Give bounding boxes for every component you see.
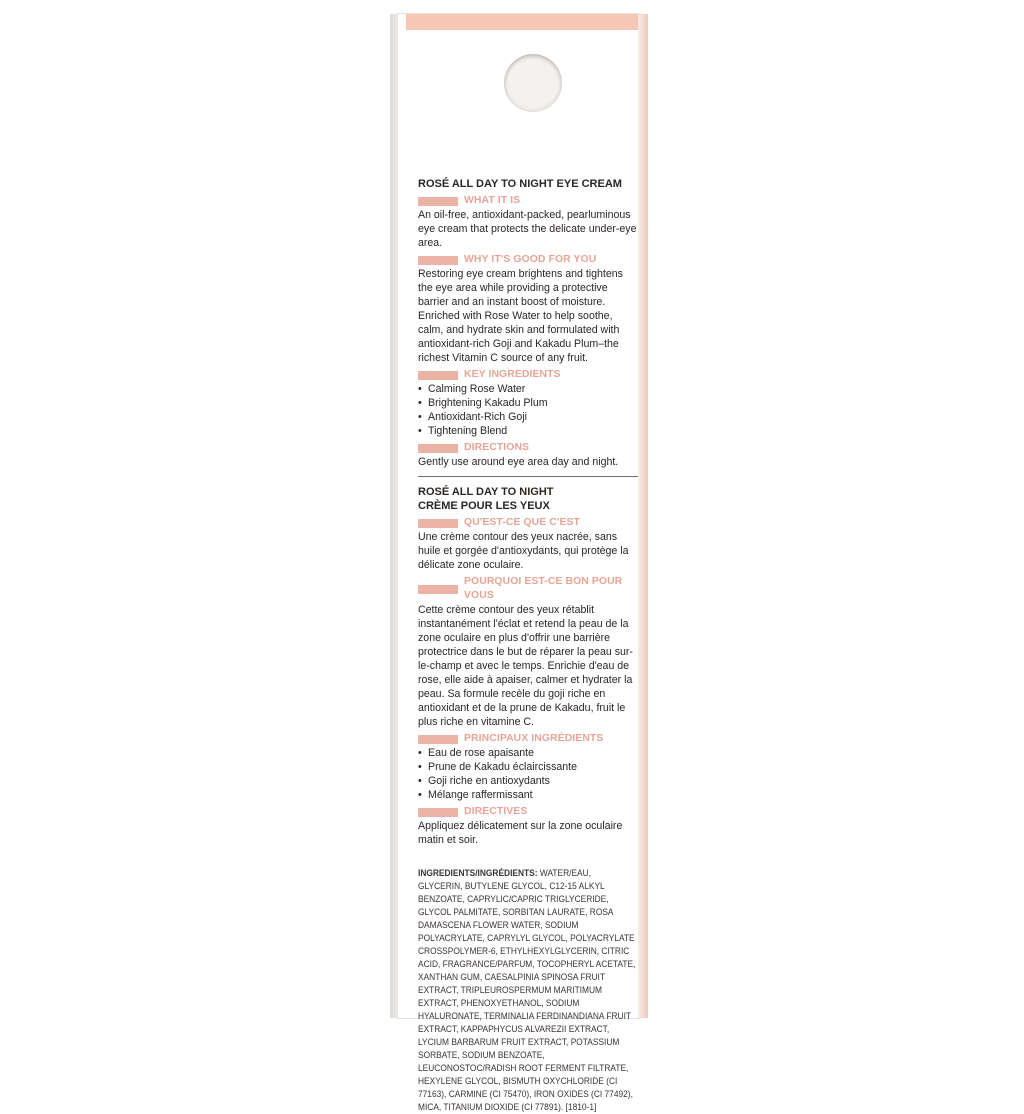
heading-text: DIRECTIONS [464,442,530,453]
section-text-what-it-is: An oil-free, antioxidant-packed, pearluminous eye cream that protects the delicate under-eye area. [418,209,637,249]
list-item: • Calming Rose Water [418,382,638,396]
heading-bar [418,256,458,265]
section-heading-principaux [418,732,638,746]
list-item: • Mélange raffermissant [418,788,638,802]
section-heading-directions [418,441,638,455]
section-text-pourquoi: Cette crème contour des yeux rétablit instantanément l'éclat et retend la peau de la zone oculaire en plus d'offrir une barrière protectrice dans le but de réparer la peau sur-le-champ et avec le temps. Enrichie d'eau de rose, elle aide à apaiser, calmer et hydrater la peau. Sa formule recèle du goji riche en antioxidant et de la prune de Kakadu, fruit le plus riche en vitamine C. [418,604,633,728]
ingredients-label: INGREDIENTS/INGRÉDIENTS: [418,868,538,878]
heading-bar [418,444,458,453]
heading-text: DIRECTIVES [464,806,528,817]
section-heading-pourquoi [418,575,638,603]
heading-bar [418,371,458,380]
box-back-panel [398,14,640,1112]
section-text-why-good: Restoring eye cream brightens and tightens the eye area while providing a protective barrier and an instant boost of moisture. Enriched with Rose Water to help soothe, calm, and hydrate skin and formulated with antioxidant-rich Goji and Kakadu Plum–the richest Vitamin C source of any fruit. [418,268,623,364]
heading-text: KEY INGREDIENTS [464,369,561,380]
section-heading-key-ingredients [418,368,638,382]
section-text-quest-ce: Une crème contour des yeux nacrée, sans huile et gorgée d'antioxydants, qui protège la délicate zone oculaire. [418,531,629,571]
heading-bar [418,519,458,528]
section-heading-quest-ce [418,516,638,530]
ingredients-list [418,867,637,1114]
directions-text-en: Gently use around eye area day and night. [418,456,619,468]
section-heading-directives [418,805,638,819]
list-item: • Antioxidant-Rich Goji [418,410,638,424]
label-content [418,177,638,1114]
heading-bar [418,735,458,744]
heading-text: QU'EST-CE QUE C'EST [464,517,580,528]
heading-text: WHY IT'S GOOD FOR YOU [464,254,597,265]
heading-text: PRINCIPAUX INGRÉDIENTS [464,733,604,744]
key-ingredients-list-en [418,382,638,438]
section-heading-why-good [418,253,638,267]
section-heading-what-it-is [418,194,638,208]
ingredients-text: WATER/EAU, GLYCERIN, BUTYLENE GLYCOL, C12-15 ALKYL BENZOATE, CAPRYLIC/CAPRIC TRIGLYCERIDE, GLYCOL PALMITATE, SORBITAN LAURATE, ROSA DAMASCENA FLOWER WATER, SODIUM POLYACRYLATE, CAPRYLYL GLYCOL, POLYACRYLATE CROSSPOLYMER-6, ETHYLHEXYLGLYCERIN, CITRIC ACID, FRAGRANCE/PARFUM, TOCOPHERYL ACETATE, XANTHAN GUM, CAESALPINIA SPINOSA FRUIT EXTRACT, TRIPLEUROSPERMUM MARITIMUM EXTRACT, PHENOXYETHANOL, SODIUM HYALURONATE, TERMINALIA FERDINANDIANA FRUIT EXTRACT, KAPPAPHYCUS ALVAREZII EXTRACT, LYCIUM BARBARUM FRUIT EXTRACT, POTASSIUM SORBATE, SODIUM BENZOATE, LEUCONOSTOC/RADISH ROOT FERMENT FILTRATE, HEXYLENE GLYCOL, BISMUTH OXYCHLORIDE (CI 77163), CARMINE (CI 75470), IRON OXIDES (CI 77492), MICA, TITANIUM DIOXIDE (CI 77891). [1810-1] [418,868,636,1112]
list-item: • Prune de Kakadu éclaircissante [418,760,638,774]
product-title-fr-line1: ROSÉ ALL DAY TO NIGHT [418,486,554,498]
list-item: • Eau de rose apaisante [418,746,638,760]
heading-bar [418,585,458,594]
hanger-hole [504,54,562,112]
product-title-fr-line2: CRÈME POUR LES YEUX [418,500,550,512]
key-ingredients-list-fr [418,746,638,802]
box-right-edge [638,14,648,1018]
language-divider [418,476,638,477]
list-item: • Brightening Kakadu Plum [418,396,638,410]
heading-text: POURQUOI EST-CE BON POUR VOUS [464,576,623,601]
product-title-en: ROSÉ ALL DAY TO NIGHT EYE CREAM [418,178,622,190]
box-top-flap [406,14,648,30]
heading-text: WHAT IT IS [464,195,521,206]
heading-bar [418,808,458,817]
heading-bar [418,197,458,206]
product-box [390,14,648,1112]
list-item: • Tightening Blend [418,424,638,438]
list-item: • Goji riche en antioxydants [418,774,638,788]
directions-text-fr: Appliquez délicatement sur la zone oculaire matin et soir. [418,820,623,846]
